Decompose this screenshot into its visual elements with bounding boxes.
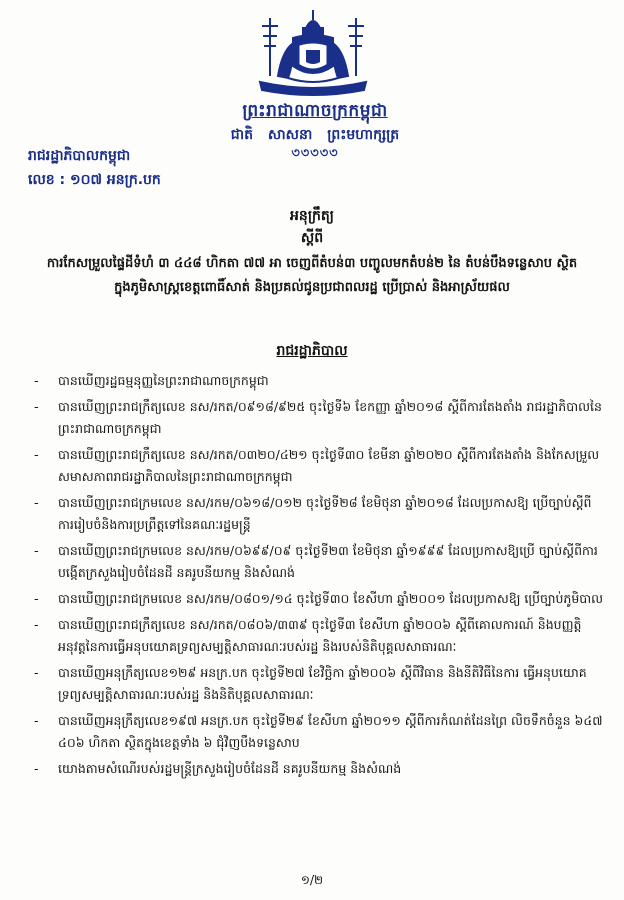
list-item: - បានឃើញព្រះរាជក្រមលេខ នស/រកម/០៦១៨/០១២ ចុះថ្ងៃទី២៨ ខែមិថុនា ឆ្នាំ២០១៨ ដែលប្រកាសឱ្យ ប្រើច្បាប់ស្ដីពីការរៀបចំនិងការប្រព្រឹត្តទៅនៃគណៈរដ្ឋមន្ត្រី (34, 495, 592, 532)
list-item: - បានឃើញព្រះរាជក្រមលេខ នស/រកម/០៦៩៩/០៩ ចុះថ្ងៃទី២៣ ខែមិថុនា ឆ្នាំ១៩៩៩ ដែលប្រកាសឱ្យប្រើ ច្បាប់ស្ដីពីការបង្កើតក្រសួងរៀបចំដែនដី នគរូបនីយកម្ម និងសំណង់ (34, 543, 598, 580)
document-type: អនុក្រឹត្យ (290, 208, 334, 224)
kingdom-name: ព្រះរាជាណាចក្រកម្ពុជា (242, 101, 388, 121)
list-item: - បានឃើញរដ្ឋធម្មនុញ្ញនៃព្រះរាជាណាចក្រកម្ពុជា (34, 373, 269, 388)
list-item: - បានឃើញព្រះរាជក្រឹត្យលេខ នស/រកត/០៩១៨/៩២៥ ចុះថ្ងៃទី៦ ខែកញ្ញា ឆ្នាំ២០១៨ ស្ដីពីការតែងតាំង រាជរដ្ឋាភិបាលនៃព្រះរាជាណាចក្រកម្ពុជា (34, 399, 602, 436)
list-item: - បានឃើញព្រះរាជក្រឹត្យលេខ នស/រកត/០៨០៦/៣៣៩ ចុះថ្ងៃទី៣ ខែសីហា ឆ្នាំ២០០៦ ស្ដីពីគោលការណ៍ និងបញ្ញត្តិអនុវត្តនៃការធ្វើអនុបយោគទ្រព្យសម្បត្តិសាធារណៈរបស់រដ្ឋ និងរបស់និតិបុគ្គលសាធារណៈ (34, 617, 582, 654)
section-heading: រាជរដ្ឋាភិបាល (276, 343, 348, 359)
national-motto: ជាតិ សាសនា ព្រះមហាក្សត្រ (230, 127, 400, 143)
document-number: លេខ : ១០៧ អនក្រ.បក (28, 172, 161, 188)
subject-word: ស្ដីពី (300, 230, 324, 246)
list-item: - បានឃើញអនុក្រឹត្យលេខ១២៩ អនក្រ.បក ចុះថ្ងៃទី២៧ ខែវិច្ឆិកា ឆ្នាំ២០០៦ ស្ដីពីវិធាន និងនីតិវិធីនៃការ ធ្វើអនុបយោគទ្រព្យសម្បត្តិសាធារណៈរបស់រដ្ឋ និងនិតិបុគ្គលសាធារណៈ (34, 665, 587, 702)
list-item: - បានឃើញព្រះរាជក្រឹត្យលេខ នស/រកត/០៣២០/៤២១ ចុះថ្ងៃទី៣០ ខែមីនា ឆ្នាំ២០២០ ស្ដីពីការតែងតាំង និងកែសម្រួលសមាសភាពរាជរដ្ឋាភិបាលនៃព្រះរាជាណាចក្រកម្ពុជា (34, 447, 600, 484)
list-item: - បានឃើញអនុក្រឹត្យលេខ១៩៧ អនក្រ.បក ចុះថ្ងៃទី២៩ ខែសីហា ឆ្នាំ២០១១ ស្ដីពីការកំណត់ដែនព្រៃ លិចទឹកចំនួន ៦៤៧ ៤០៦ ហិកតា ស្ថិតក្នុងខេត្តទាំង ៦ ជុំវិញបឹងទន្លេសាប (34, 713, 603, 750)
issuing-authority (28, 145, 161, 191)
page-number: ១/២ (300, 873, 324, 887)
list-item: - បានឃើញព្រះរាជក្រមលេខ នស/រកម/០៨០១/១៤ ចុះថ្ងៃទី៣០ ខែសីហា ឆ្នាំ២០០១ ដែលប្រកាសឱ្យ ប្រើច្បាប់ភូមិបាល (34, 591, 604, 606)
document-title: ការកែសម្រួលផ្ទៃដីទំហំ ៣ ៤៤៨ ហិកតា ៧៧ អា ចេញពីតំបន់៣ បញ្ចូលមកតំបន់២ នៃ តំបន់បឹងទន្លេសាប ស្ថិតក្នុងភូមិសាស្ត្រខេត្តពោធិ៍សាត់ និងប្រគល់ជូនប្រជាពលរដ្ឋ ប្រើប្រាស់ និងអាស្រ័យផល (46, 256, 578, 295)
royal-coat-of-arms-icon (248, 6, 378, 98)
considerations-list (34, 370, 604, 784)
government-name: រាជរដ្ឋាភិបាលកម្ពុជា (28, 148, 131, 164)
kingdom-header (200, 100, 430, 162)
list-item: - យោងតាមសំណើរបស់រដ្ឋមន្ត្រីក្រសួងរៀបចំដែនដី នគរូបនីយកម្ម និងសំណង់ (34, 761, 402, 776)
header-ornament: ৩৩৩৩৩ (291, 146, 339, 161)
